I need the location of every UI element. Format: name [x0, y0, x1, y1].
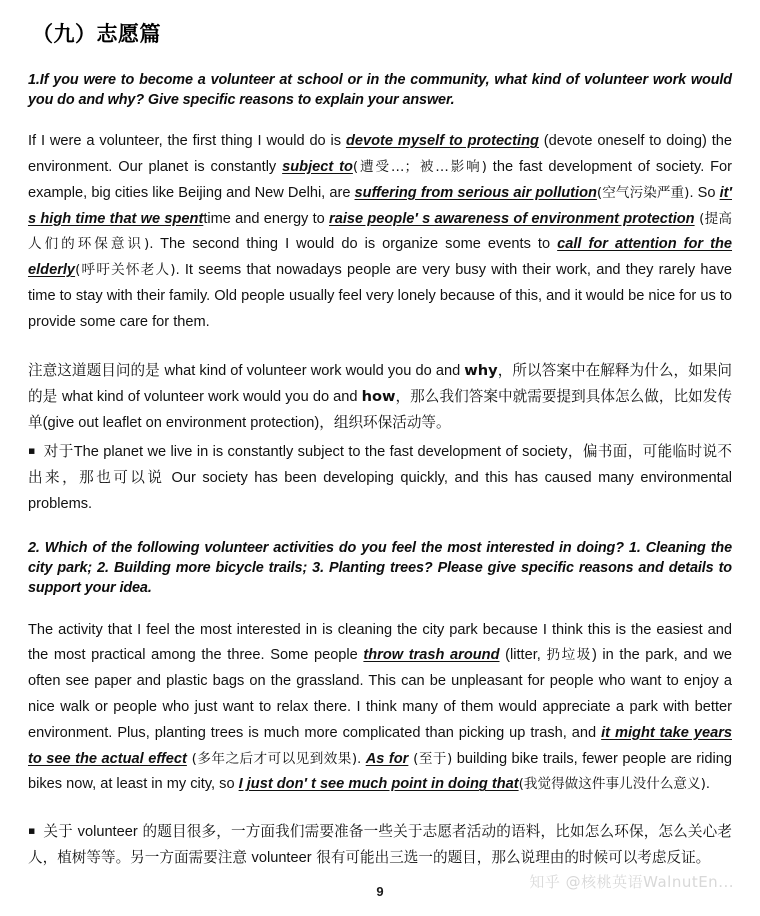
question-2-prompt: 2. Which of the following volunteer activities do you feel the most interested in doing? 1. Cleaning the city park; 2. Building more bicycle trails; 3. Planting trees? Please give specific reasons and details to support your idea. — [28, 539, 732, 596]
text-run-em: why — [464, 361, 498, 379]
text-run-key: raise people′ s awareness of environment protection — [329, 210, 695, 227]
text-run-plain: . — [705, 776, 710, 793]
text-run-cn: ，那么我们答案中就需要提到具体怎么做，比如发传单 — [28, 387, 732, 431]
text-run-plain: (devote oneself to doing) the environment. Our planet is constantly — [28, 133, 732, 175]
text-run-gloss: (我觉得做这件事儿没什么意义) — [518, 776, 706, 793]
text-run-gloss: (至于) — [408, 750, 453, 767]
text-run-plain: . — [357, 750, 366, 767]
text-run-cn: 注意这道题目问的是 — [28, 361, 165, 379]
text-run-cn: 的题目很多，一方面我们需要准备一些关于志愿者活动的语料，比如怎么环保，怎么关心老人，植树等等。另一方面需要注意 — [28, 823, 732, 867]
text-run-key: throw trash around — [363, 647, 500, 664]
text-run-key: it might take years to see the actual effect — [28, 724, 732, 767]
bullet-icon: ▪ — [28, 824, 36, 838]
text-run-en: The planet we live in is constantly subject to the fast development of society — [73, 443, 568, 460]
text-run-key: devote myself to protecting — [345, 133, 539, 150]
text-run-cn: ，偏书面，可能临时说不出来，那也可以说 — [28, 442, 732, 486]
text-run-plain: ) in the park, and we often see paper and plastic bags on the grassland. This can be unpleasant for people who want to enjoy a nice walk or people who just want to relax there. I think many of them would appreciate a park with better environment. Plus, planting trees is much more complicated than picking up trash, and — [28, 647, 733, 741]
text-run-gloss: 扔垃圾 — [546, 647, 592, 664]
bullet-icon: ▪ — [28, 443, 36, 457]
text-run-cn: ，组织环保活动等。 — [319, 413, 451, 431]
text-run-key: subject to — [282, 158, 353, 175]
commentary-bullet-2 — [28, 818, 732, 871]
text-run-plain: . It seems that nowadays people are very busy with their work, and they rarely have time to stay with their family. Old people usually feel very lonely because of this, and it would be nice for us to provide some care for them. — [28, 262, 733, 330]
page-title: （九）志愿篇 — [32, 23, 161, 46]
text-run-plain: (litter, — [499, 647, 547, 664]
page-number: 9 — [376, 884, 384, 899]
text-run-plain: building bike trails, fewer people are riding bikes now, at least in my city, so — [28, 750, 733, 793]
question-1-prompt: 1.If you were to become a volunteer at school or in the community, what kind of volunteer work would you do and why? Give specific reasons to explain your answer. — [28, 72, 732, 109]
text-run-key: it′ s high time that we spent — [28, 184, 732, 227]
text-run-plain: The activity that I feel the most interested in is cleaning the city park because I think this is the easiest and the most practical among the three. Some people — [28, 621, 732, 664]
commentary-bullet-1 — [28, 438, 732, 517]
text-run-plain: If I were a volunteer, the first thing I would do is — [28, 133, 346, 150]
text-run-key: I just don′ t see much point in doing that — [238, 776, 519, 793]
text-run-en: (give out leaflet on environment protection) — [42, 414, 320, 431]
text-run-en: what kind of volunteer work would you do and — [164, 362, 465, 379]
question-2-answer — [28, 618, 732, 799]
text-run-cn: ，所以答案中在解释为什么，如果问的是 — [28, 361, 732, 405]
text-run-gloss: (提高人们的环保意识) — [28, 210, 732, 253]
text-run-gloss: (呼吁关怀老人) — [75, 262, 176, 279]
text-run-gloss: (遭受…；被…影响) — [352, 158, 487, 175]
text-run-plain: . The second thing I would do is organize some events to — [149, 236, 558, 253]
text-run-en: Our society has been developing quickly, and this has caused many environmental problems. — [28, 469, 732, 512]
text-run-key: suffering from serious air pollution — [354, 184, 597, 201]
text-run-key: call for attention for the elderly — [28, 236, 733, 279]
text-run-gloss: (多年之后才可以见到效果) — [186, 750, 358, 767]
text-run-en: volunteer — [77, 824, 138, 841]
text-run-en: volunteer — [251, 850, 312, 867]
text-run-plain: . So — [689, 184, 720, 201]
commentary-note-1 — [28, 358, 732, 436]
question-1-answer — [28, 129, 732, 335]
text-run-cn: 很有可能出三选一的题目，那么说理由的时候可以考虑反证。 — [311, 849, 711, 867]
text-run-en: what kind of volunteer work would you do and — [61, 388, 362, 405]
text-run-em: how — [361, 387, 396, 405]
text-run-cn: 关于 — [38, 823, 78, 841]
watermark: 知乎 @核桃英语WalnutEn... — [529, 873, 734, 891]
text-run-plain: time and energy to — [203, 210, 330, 227]
text-run-key: As for — [365, 750, 409, 767]
text-run-plain: the fast development of society. For example, big cities like Beijing and New Delhi, are — [28, 158, 733, 201]
text-run-cn: 对于 — [38, 442, 74, 460]
text-run-gloss: (空气污染严重) — [596, 184, 690, 201]
